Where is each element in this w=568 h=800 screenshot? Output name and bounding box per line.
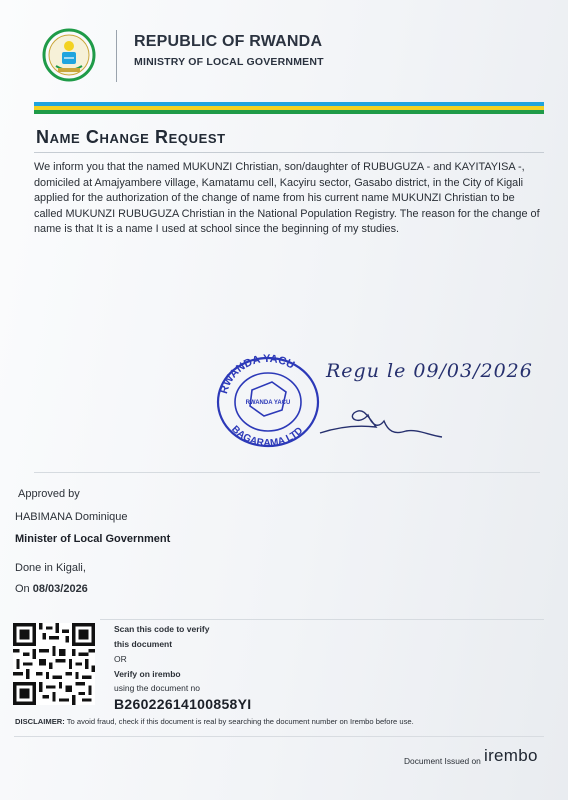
approved-by-label: Approved by — [18, 488, 80, 500]
stamp-top-text: RWANDA YACU — [217, 352, 297, 396]
stamp-bottom-text: BAGARAMA LTD — [229, 423, 306, 448]
document-title: Name Change Request — [36, 127, 226, 147]
approval-date-line — [15, 583, 88, 595]
footer-divider — [14, 736, 544, 737]
ministry-title: MINISTRY OF LOCAL GOVERNMENT — [134, 56, 324, 68]
this-document-text: this document — [114, 639, 173, 649]
approver-title: Minister of Local Government — [15, 533, 171, 545]
rwanda-coat-of-arms-icon — [42, 28, 96, 82]
on-label: On — [15, 583, 30, 595]
header-divider — [116, 30, 117, 82]
approval-date: 08/03/2026 — [32, 583, 88, 595]
disclaimer — [15, 717, 414, 726]
verify-on-irembo: Verify on irembo — [114, 669, 181, 679]
irembo-logo: irembo — [484, 746, 538, 765]
country-title: REPUBLIC OF RWANDA — [134, 33, 323, 50]
stamp-center-text: RWANDA YACU — [245, 400, 291, 406]
flag-color-band — [34, 102, 544, 114]
title-divider — [34, 152, 544, 153]
section-divider — [34, 472, 540, 473]
document-number: B26022614100858YI — [114, 696, 252, 712]
company-stamp — [212, 352, 324, 448]
issued-on-label: Document Issued on — [404, 756, 481, 766]
scan-instruction: Scan this code to verify — [114, 624, 210, 634]
or-text: OR — [114, 654, 127, 664]
done-in-place: Done in Kigali, — [15, 562, 86, 574]
handwritten-date: Regu le 09/03/2026 — [326, 360, 533, 382]
document-body: We inform you that the named MUKUNZI Christian, son/daughter of RUBUGUZA - and KAYITAYISA -, domiciled at Amajyambere village, Kamatamu cell, Kacyiru sector, Gasabo district, in the City of Kigali applied for the authorization of the change of name from his current name MUKUNZI Christian to be called MUKUNZI RUBUGUZA Christian in the National Population Registry. The reason for the change of name is that It is a name I used at school since the beginning of my studies. — [34, 161, 540, 236]
verify-divider — [100, 619, 544, 620]
disclaimer-text: To avoid fraud, check if this document is real by searching the document number on Irembo before use. — [66, 717, 414, 726]
using-document-text: using the document no — [114, 683, 201, 693]
svg-text:BAGARAMA LTD — [229, 424, 305, 448]
disclaimer-label: DISCLAIMER: — [15, 717, 65, 726]
approver-name: HABIMANA Dominique — [15, 511, 128, 523]
qr-code-icon[interactable] — [13, 623, 95, 705]
